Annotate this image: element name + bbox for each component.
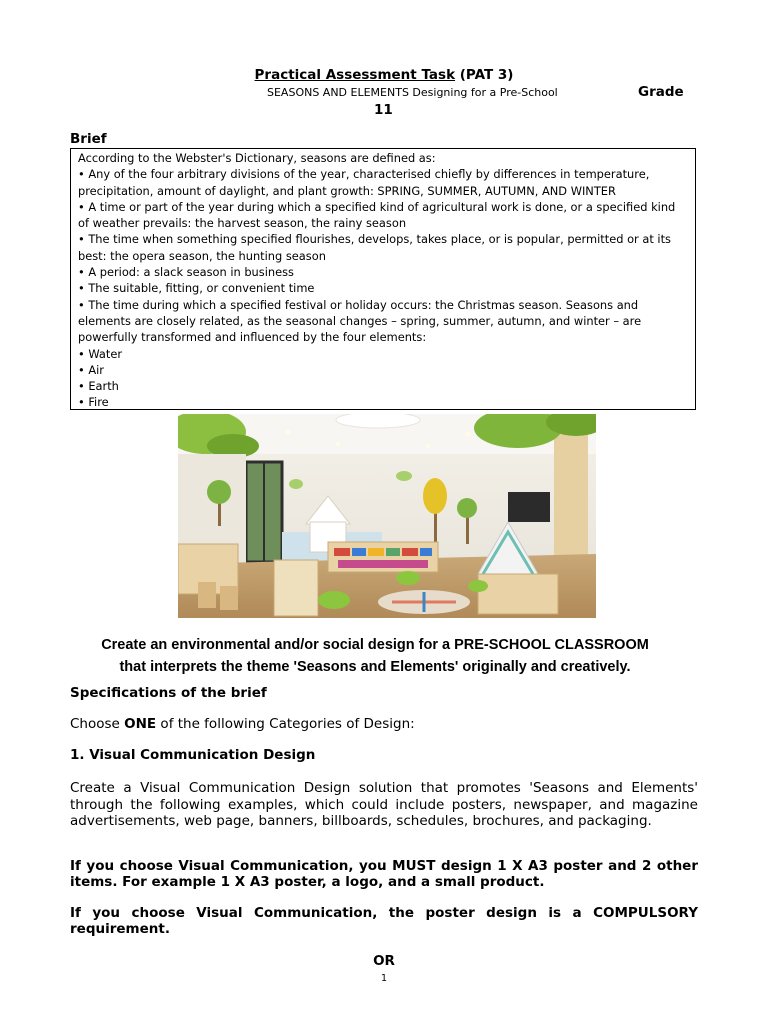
brief-heading: Brief bbox=[70, 131, 107, 147]
choose-post: of the following Categories of Design: bbox=[156, 716, 415, 732]
brief-line: • The time during which a specified festival or holiday occurs: the Christmas season. Seasons and elements are closely related, as the seasonal changes – spring, summer, autumn, and winter – are powerfully transformed and influenced by the four elements: bbox=[78, 297, 642, 345]
specs-heading: Specifications of the brief bbox=[70, 685, 267, 701]
brief-line: • Air bbox=[78, 362, 104, 377]
rule-poster-compulsory: If you choose Visual Communication, the poster design is a COMPULSORY requirement. bbox=[70, 905, 698, 937]
brief-line: • The suitable, fitting, or convenient time bbox=[78, 281, 315, 296]
choose-instruction bbox=[70, 716, 698, 733]
grade-number: 11 bbox=[374, 102, 393, 118]
brief-line: • The time when something specified flourishes, develops, takes place, or is popular, permitted or at its best: the opera season, the hunting season bbox=[78, 232, 671, 263]
brief-line: • Any of the four arbitrary divisions of the year, characterised chiefly by differences in temperature, precipitation, amount of daylight, and plant growth: SPRING, SUMMER, AUTUMN, AND WINTER bbox=[78, 167, 650, 198]
headline-line-2: that interprets the theme 'Seasons and Elements' originally and creatively. bbox=[119, 659, 631, 675]
page-number: 1 bbox=[380, 973, 388, 984]
brief-line: • A period: a slack season in business bbox=[78, 265, 294, 280]
title-main: Practical Assessment Task bbox=[254, 67, 456, 83]
classroom-photo bbox=[178, 414, 596, 618]
assignment-headline bbox=[70, 634, 680, 678]
choose-pre: Choose bbox=[70, 716, 125, 732]
page-subtitle: SEASONS AND ELEMENTS Designing for a Pre-School bbox=[267, 86, 558, 99]
brief-line: • Earth bbox=[78, 379, 119, 394]
brief-line: • A time or part of the year during which a specified kind of agricultural work is done, or a specified kind of weather prevails: the harvest season, the rainy season bbox=[78, 199, 676, 231]
title-suffix: (PAT 3) bbox=[455, 67, 514, 83]
brief-line: • Fire bbox=[78, 395, 109, 410]
brief-box bbox=[70, 148, 696, 410]
category-1-description: Create a Visual Communication Design solution that promotes 'Seasons and Elements' through the following examples, which could include posters, newspaper, and magazine advertisements, web page, banners, billboards, schedules, brochures, and packaging. bbox=[70, 780, 698, 829]
brief-line: • Water bbox=[78, 346, 123, 361]
rule-poster-items: If you choose Visual Communication, you MUST design 1 X A3 poster and 2 other items. For example 1 X A3 poster, a logo, and a small product. bbox=[70, 858, 698, 890]
brief-line: According to the Webster's Dictionary, seasons are defined as: bbox=[78, 151, 436, 165]
category-1-heading: 1. Visual Communication Design bbox=[70, 747, 316, 763]
headline-line-1: Create an environmental and/or social design for a PRE-SCHOOL CLASSROOM bbox=[101, 637, 649, 653]
or-separator: OR bbox=[373, 953, 395, 969]
choose-bold: ONE bbox=[124, 716, 157, 732]
grade-label: Grade bbox=[638, 84, 684, 100]
page-title bbox=[0, 67, 768, 83]
